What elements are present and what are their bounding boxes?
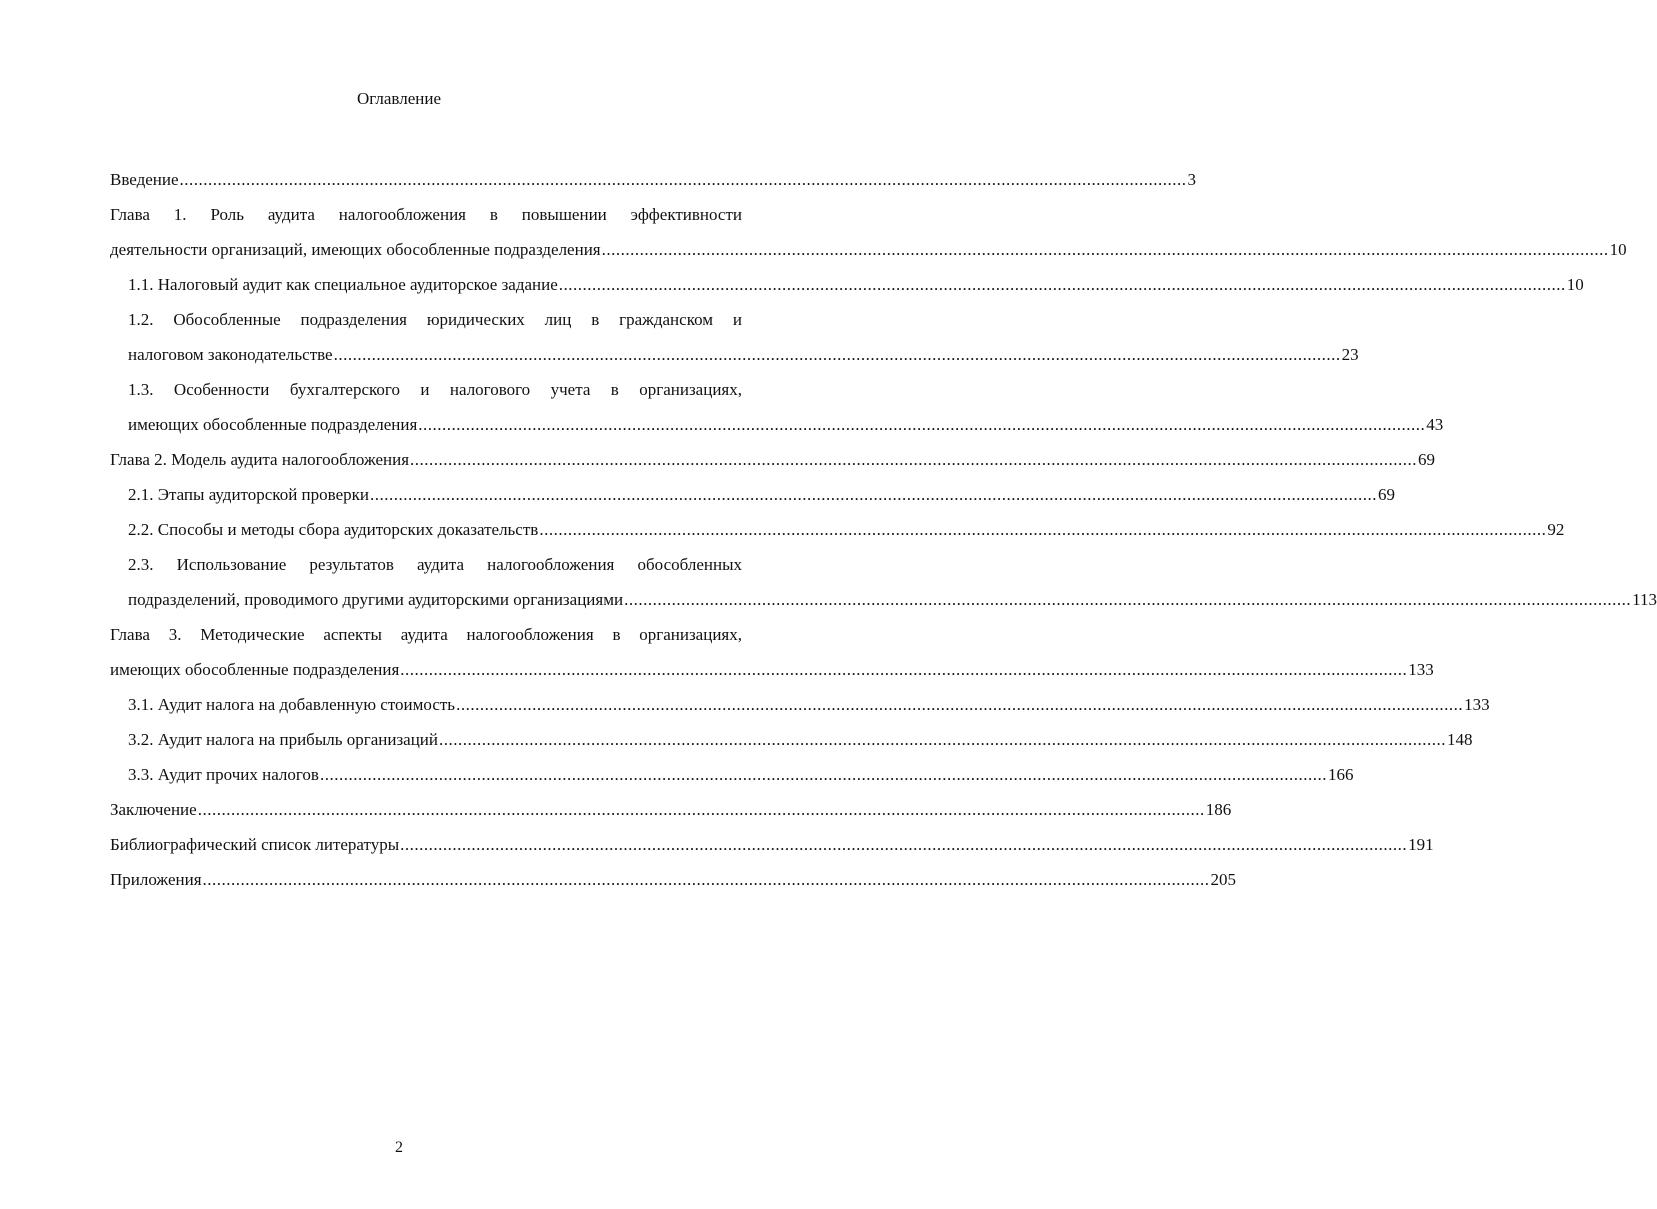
toc-entry-label: 3.3. Аудит прочих налогов <box>128 765 319 784</box>
toc-entry-label: имеющих обособленные подразделения <box>110 660 400 679</box>
toc-entry-label: имеющих обособленные подразделения <box>128 415 418 434</box>
toc-entry-appendices <box>110 862 1237 897</box>
table-of-contents <box>110 162 1657 897</box>
toc-entry-page: 186 <box>1205 800 1232 819</box>
toc-leader-dots: .................................................................................................................................................................................................................... <box>601 240 1609 259</box>
toc-entry-section-3-3 <box>128 757 1354 792</box>
toc-entry-label-first-line: 1.2. Обособленные подразделения юридических лиц в гражданском и <box>128 310 742 329</box>
toc-entry-section-2-3 <box>128 547 1657 617</box>
toc-entry-page: 3 <box>1187 170 1197 189</box>
toc-entry-section-1-2 <box>128 302 1359 372</box>
toc-leader-dots: .................................................................................................................................................................................................................... <box>418 415 1426 434</box>
toc-entry-label: Глава 2. Модель аудита налогообложения <box>110 450 410 469</box>
toc-entry-label: 2.1. Этапы аудиторской проверки <box>128 485 369 504</box>
toc-entry-conclusion <box>110 792 1232 827</box>
toc-entry-label: налоговом законодательстве <box>128 345 333 364</box>
toc-leader-dots: .................................................................................................................................................................................................................... <box>624 590 1632 609</box>
toc-leader-dots: .................................................................................................................................................................................................................... <box>558 275 1566 294</box>
toc-entry-chapter-1 <box>110 197 1627 267</box>
toc-entry-bibliography <box>110 827 1434 862</box>
toc-entry-label: деятельности организаций, имеющих обособленные подразделения <box>110 240 601 259</box>
toc-entry-label: Введение <box>110 170 179 189</box>
toc-entry-label-first-line: 2.3. Использование результатов аудита налогообложения обособленных <box>128 555 742 574</box>
toc-leader-dots: .................................................................................................................................................................................................................... <box>539 520 1547 539</box>
toc-entry-label: 3.1. Аудит налога на добавленную стоимость <box>128 695 456 714</box>
toc-entry-page: 69 <box>1418 450 1436 469</box>
toc-entry-page: 43 <box>1426 415 1444 434</box>
toc-entry-label: 1.1. Налоговый аудит как специальное аудиторское задание <box>128 275 558 294</box>
toc-leader-dots: .................................................................................................................................................................................................................... <box>197 800 1205 819</box>
toc-leader-dots: .................................................................................................................................................................................................................... <box>333 345 1341 364</box>
toc-entry-chapter-2 <box>110 442 1436 477</box>
toc-leader-dots: .................................................................................................................................................................................................................... <box>369 485 1377 504</box>
toc-entry-page: 69 <box>1377 485 1395 504</box>
toc-entry-label: 3.2. Аудит налога на прибыль организаций <box>128 730 438 749</box>
toc-entry-label-first-line: Глава 3. Методические аспекты аудита налогообложения в организациях, <box>110 625 742 644</box>
page-number: 2 <box>395 1139 403 1156</box>
toc-entry-page: 133 <box>1464 695 1490 714</box>
toc-entry-page: 10 <box>1566 275 1584 294</box>
toc-entry-section-1-1 <box>128 267 1584 302</box>
toc-entry-page: 166 <box>1327 765 1354 784</box>
toc-entry-page: 23 <box>1341 345 1359 364</box>
toc-entry-label: подразделений, проводимого другими аудиторскими организациями <box>128 590 624 609</box>
toc-entry-chapter-3 <box>110 617 1434 687</box>
toc-entry-page: 191 <box>1408 835 1434 854</box>
toc-entry-page: 148 <box>1447 730 1473 749</box>
toc-entry-page: 205 <box>1210 870 1237 889</box>
toc-leader-dots: .................................................................................................................................................................................................................... <box>410 450 1418 469</box>
toc-entry-section-2-2 <box>128 512 1565 547</box>
toc-entry-section-2-1 <box>128 477 1395 512</box>
toc-title: Оглавление <box>357 89 441 108</box>
toc-entry-label-first-line: 1.3. Особенности бухгалтерского и налогового учета в организациях, <box>128 380 742 399</box>
toc-entry-label: Заключение <box>110 800 197 819</box>
toc-entry-label: Приложения <box>110 870 202 889</box>
toc-entry-label: 2.2. Способы и методы сбора аудиторских доказательств <box>128 520 539 539</box>
toc-entry-page: 92 <box>1547 520 1565 539</box>
toc-leader-dots: .................................................................................................................................................................................................................... <box>202 870 1210 889</box>
toc-leader-dots: .................................................................................................................................................................................................................... <box>179 170 1187 189</box>
toc-leader-dots: .................................................................................................................................................................................................................... <box>439 730 1446 749</box>
toc-entry-section-3-2 <box>128 722 1473 757</box>
toc-leader-dots: .................................................................................................................................................................................................................... <box>456 695 1464 714</box>
toc-leader-dots: .................................................................................................................................................................................................................... <box>400 660 1408 679</box>
toc-entry-page: 10 <box>1609 240 1627 259</box>
toc-leader-dots: .................................................................................................................................................................................................................... <box>400 835 1408 854</box>
toc-entry-label: Библиографический список литературы <box>110 835 400 854</box>
toc-entry-introduction <box>110 162 1197 197</box>
toc-entry-page: 113 <box>1632 590 1657 609</box>
toc-entry-page: 133 <box>1408 660 1434 679</box>
toc-entry-section-3-1 <box>128 687 1490 722</box>
toc-leader-dots: .................................................................................................................................................................................................................... <box>319 765 1327 784</box>
toc-entry-label-first-line: Глава 1. Роль аудита налогообложения в повышении эффективности <box>110 205 742 224</box>
toc-entry-section-1-3 <box>128 372 1444 442</box>
